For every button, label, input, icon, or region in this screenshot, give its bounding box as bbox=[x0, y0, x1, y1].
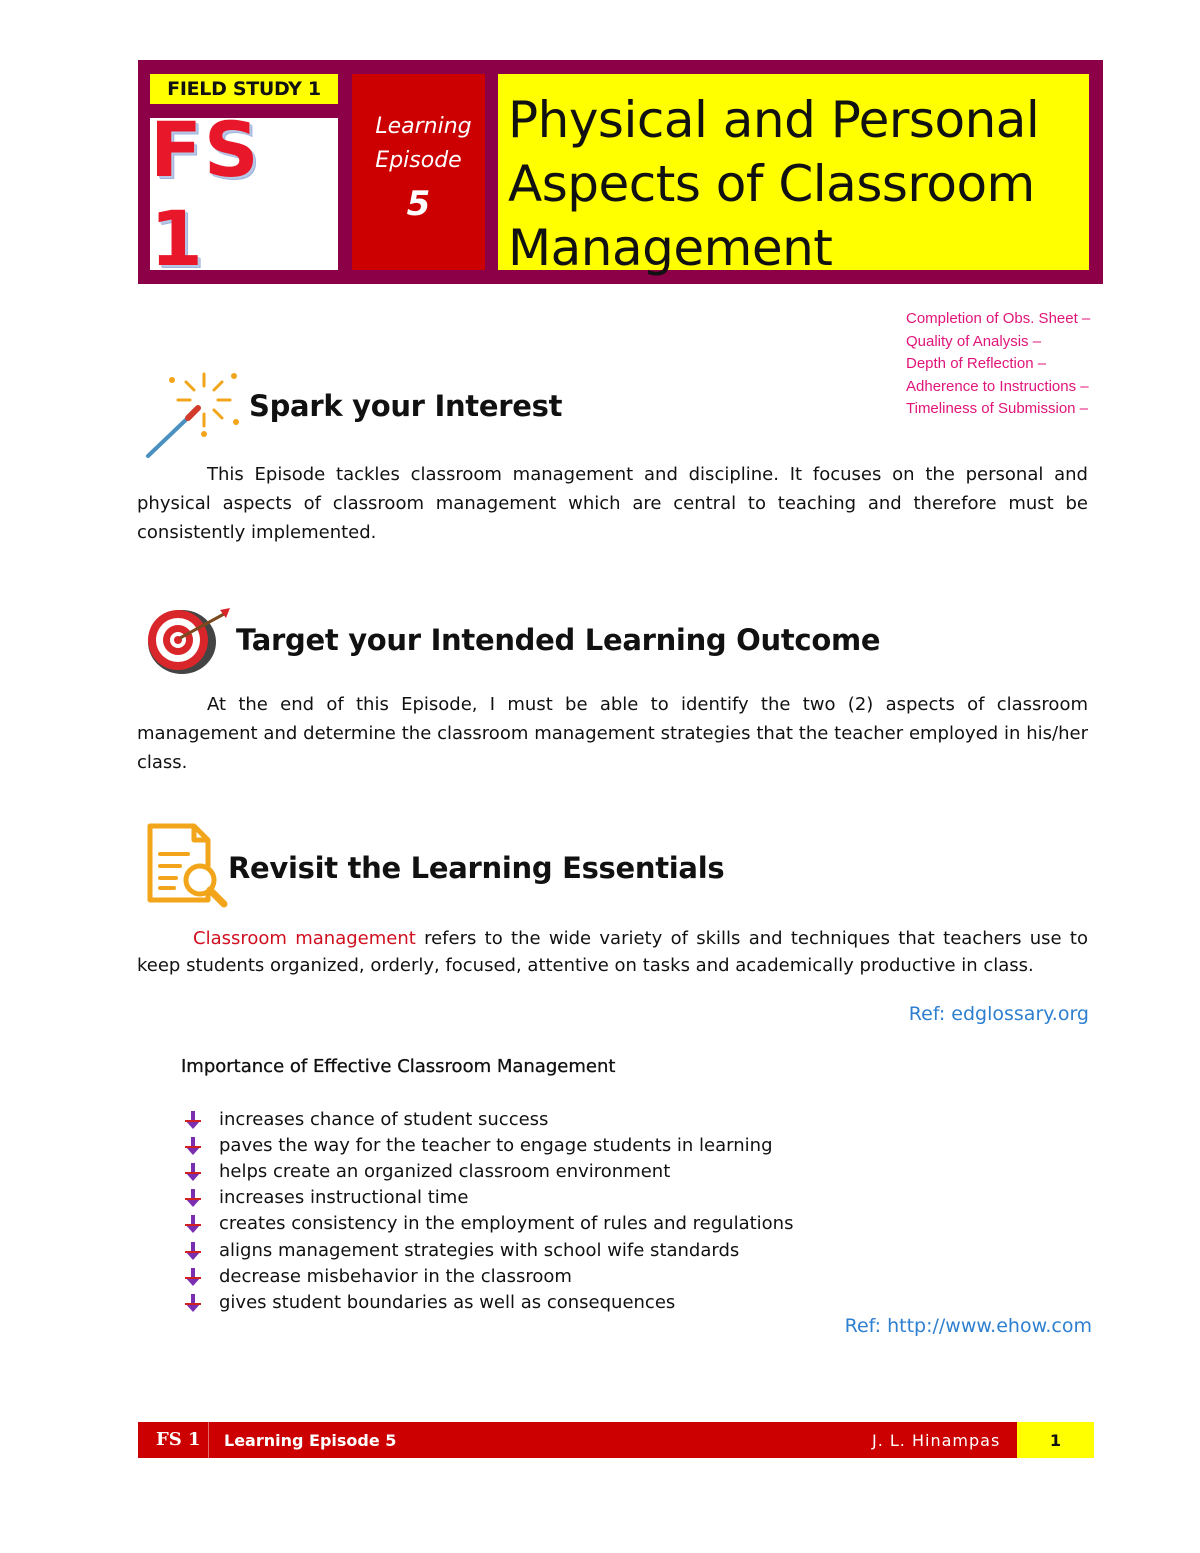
footer-episode: Learning Episode 5 bbox=[224, 1431, 397, 1450]
footer-page-number: 1 bbox=[1017, 1422, 1094, 1458]
reference-ehow: Ref: http://www.ehow.com bbox=[844, 1315, 1092, 1337]
page-title bbox=[498, 74, 1089, 277]
episode-label-line2: Episode bbox=[375, 148, 462, 173]
list-item bbox=[185, 1133, 793, 1159]
fs-logo-text: FS 1 bbox=[150, 105, 261, 283]
list-item-text: paves the way for the teacher to engage students in learning bbox=[219, 1135, 773, 1157]
rubric-item: Depth of Reflection – bbox=[906, 355, 1047, 372]
list-item bbox=[185, 1159, 793, 1185]
header-banner bbox=[138, 60, 1103, 284]
field-study-label: FIELD STUDY 1 bbox=[150, 74, 338, 104]
list-item-text: helps create an organized classroom environment bbox=[219, 1161, 671, 1183]
list-item bbox=[185, 1185, 793, 1211]
arrow-down-bullet-icon bbox=[185, 1215, 201, 1233]
section-title-revisit: Revisit the Learning Essentials bbox=[228, 851, 725, 885]
list-item-text: increases chance of student success bbox=[219, 1109, 549, 1131]
list-item-text: creates consistency in the employment of rules and regulations bbox=[219, 1213, 794, 1235]
target-body: At the end of this Episode, I must be able to identify the two (2) aspects of classroom management and determine the classroom management strategies that the teacher employed in his/her class. bbox=[137, 694, 1088, 773]
rubric-item: Completion of Obs. Sheet – bbox=[906, 310, 1091, 327]
document-search-icon bbox=[144, 822, 234, 912]
spark-paragraph bbox=[137, 460, 1088, 547]
title-line-2: Aspects of Classroom bbox=[508, 155, 1035, 213]
grading-rubric bbox=[906, 308, 1106, 421]
reference-edglossary: Ref: edglossary.org bbox=[908, 1003, 1089, 1025]
spark-body: This Episode tackles classroom management and discipline. It focuses on the personal and physical aspects of classroom management which are central to teaching and therefore must be consistently implemented. bbox=[137, 464, 1088, 543]
list-item-text: increases instructional time bbox=[219, 1187, 469, 1209]
list-item-text: gives student boundaries as well as consequences bbox=[219, 1291, 676, 1313]
title-line-3: Management bbox=[508, 219, 833, 277]
arrow-down-bullet-icon bbox=[185, 1111, 201, 1129]
arrow-down-bullet-icon bbox=[185, 1242, 201, 1260]
list-item-text: aligns management strategies with school wife standards bbox=[219, 1239, 740, 1261]
rubric-item: Quality of Analysis – bbox=[906, 332, 1042, 350]
target-icon bbox=[142, 604, 232, 674]
list-item bbox=[185, 1264, 793, 1290]
rubric-item: Timeliness of Submission – bbox=[906, 400, 1089, 417]
arrow-down-bullet-icon bbox=[185, 1137, 201, 1155]
importance-heading: Importance of Effective Classroom Management bbox=[181, 1056, 616, 1077]
list-item bbox=[185, 1211, 793, 1237]
arrow-down-bullet-icon bbox=[185, 1163, 201, 1181]
footer-fs: FS 1 bbox=[156, 1429, 201, 1450]
arrow-down-bullet-icon bbox=[185, 1189, 201, 1207]
arrow-down-bullet-icon bbox=[185, 1294, 201, 1312]
page-footer bbox=[138, 1422, 1094, 1458]
footer-author: J. L. Hinampas bbox=[872, 1431, 1001, 1450]
magic-wand-icon bbox=[142, 368, 242, 460]
section-title-spark: Spark your Interest bbox=[249, 389, 563, 423]
list-item-text: decrease misbehavior in the classroom bbox=[219, 1265, 572, 1287]
fs-logo-box bbox=[150, 105, 338, 283]
list-item bbox=[185, 1237, 793, 1263]
revisit-body: refers to the wide variety of skills and techniques that teachers use to keep students organized, orderly, focused, attentive on tasks and academically productive in class. bbox=[137, 928, 1088, 976]
list-item bbox=[185, 1290, 793, 1316]
importance-list bbox=[185, 1107, 793, 1316]
title-line-1: Physical and Personal bbox=[508, 91, 1040, 149]
episode-number: 5 bbox=[406, 184, 431, 224]
rubric-item: Adherence to Instructions – bbox=[906, 377, 1089, 395]
episode-label-line1: Learning bbox=[375, 114, 472, 139]
section-title-target: Target your Intended Learning Outcome bbox=[236, 623, 881, 657]
list-item bbox=[185, 1107, 793, 1133]
arrow-down-bullet-icon bbox=[185, 1268, 201, 1286]
target-paragraph bbox=[137, 690, 1088, 777]
revisit-paragraph bbox=[137, 925, 1088, 979]
term-classroom-management: Classroom management bbox=[193, 928, 416, 949]
episode-box bbox=[352, 74, 485, 270]
footer-divider bbox=[208, 1422, 209, 1458]
